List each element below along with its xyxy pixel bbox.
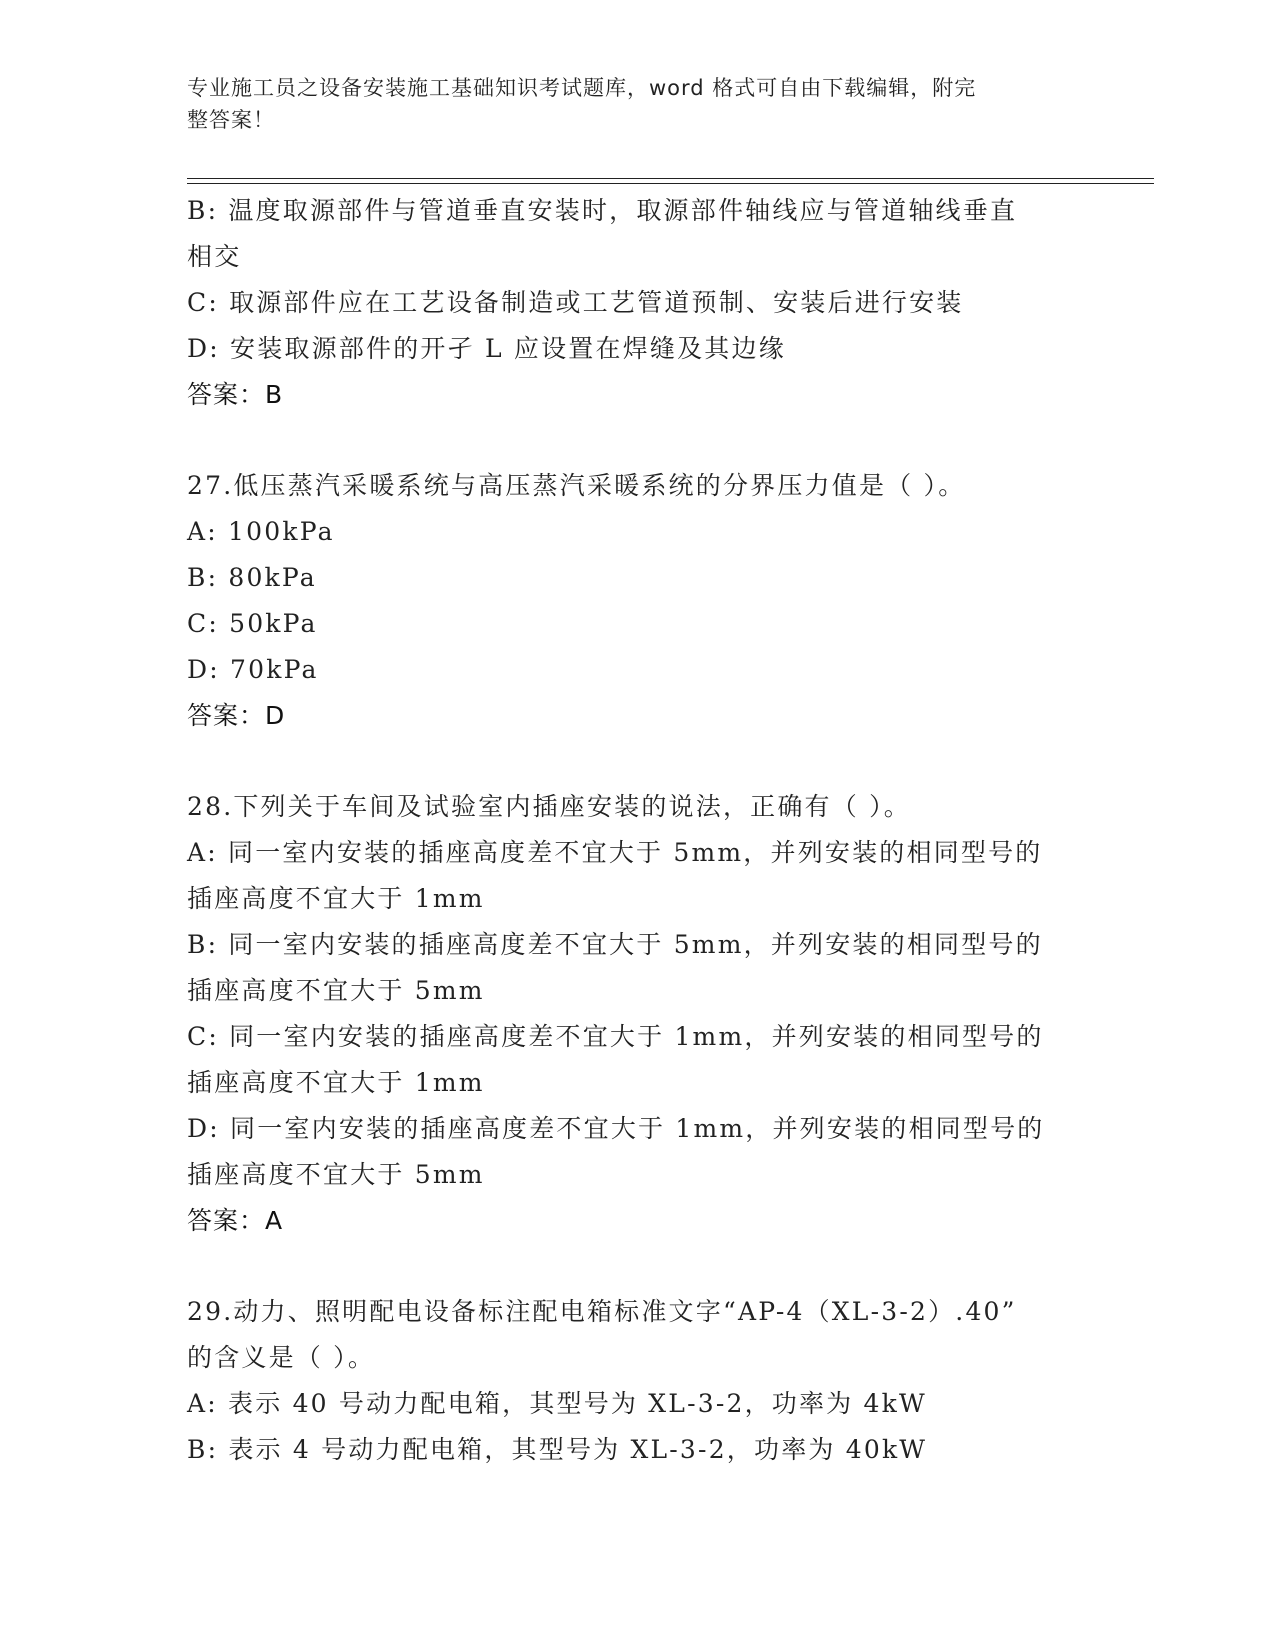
option-c: C: 50kPa [187, 609, 318, 638]
question-stem-line-2: 的含义是（ ）。 [187, 1343, 376, 1372]
spacer [187, 739, 1087, 784]
question-28 [187, 784, 1087, 1244]
document-header [187, 72, 1067, 136]
option-b-line-2: 相交 [187, 242, 242, 271]
question-27 [187, 463, 1087, 739]
spacer [187, 418, 1087, 463]
option-d: D: 安装取源部件的开孑 L 应设置在焊缝及其边缘 [187, 334, 786, 363]
answer-line: 答案：A [187, 1206, 284, 1235]
option-a: A: 100kPa [187, 517, 335, 546]
question-stem-line-1: 29.动力、照明配电设备标注配电箱标准文字“AP-4（XL-3-2）.40” [187, 1297, 1017, 1326]
question-26-continued [187, 188, 1087, 418]
option-d-line-2: 插座高度不宜大于 5mm [187, 1160, 485, 1189]
header-divider-top [187, 178, 1154, 179]
question-stem: 27.低压蒸汽采暖系统与高压蒸汽采暖系统的分界压力值是（ ）。 [187, 471, 966, 500]
option-c: C: 取源部件应在工艺设备制造或工艺管道预制、安装后进行安装 [187, 288, 964, 317]
option-b: B: 表示 4 号动力配电箱，其型号为 XL-3-2，功率为 40kW [187, 1435, 928, 1464]
option-c-line-2: 插座高度不宜大于 1mm [187, 1068, 485, 1097]
option-b-line-2: 插座高度不宜大于 5mm [187, 976, 485, 1005]
option-a: A: 表示 40 号动力配电箱，其型号为 XL-3-2，功率为 4kW [187, 1389, 927, 1418]
option-a-line-1: A: 同一室内安装的插座高度差不宜大于 5mm，并列安装的相同型号的 [187, 838, 1043, 867]
header-line-1: 专业施工员之设备安装施工基础知识考试题库，word 格式可自由下载编辑，附完 [187, 76, 977, 100]
question-list [187, 188, 1087, 1473]
option-b-line-1: B: 温度取源部件与管道垂直安装时，取源部件轴线应与管道轴线垂直 [187, 196, 1018, 225]
option-a-line-2: 插座高度不宜大于 1mm [187, 884, 485, 913]
option-c-line-1: C: 同一室内安装的插座高度差不宜大于 1mm，并列安装的相同型号的 [187, 1022, 1044, 1051]
option-d-line-1: D: 同一室内安装的插座高度差不宜大于 1mm，并列安装的相同型号的 [187, 1114, 1045, 1143]
question-29 [187, 1289, 1087, 1473]
option-b: B: 80kPa [187, 563, 317, 592]
option-b-line-1: B: 同一室内安装的插座高度差不宜大于 5mm，并列安装的相同型号的 [187, 930, 1043, 959]
spacer [187, 1244, 1087, 1289]
header-divider-bottom [187, 183, 1154, 184]
option-d: D: 70kPa [187, 655, 319, 684]
answer-line: 答案：B [187, 380, 284, 409]
question-stem: 28.下列关于车间及试验室内插座安装的说法，正确有（ ）。 [187, 792, 912, 821]
header-line-2: 整答案！ [187, 108, 275, 132]
answer-line: 答案：D [187, 701, 286, 730]
